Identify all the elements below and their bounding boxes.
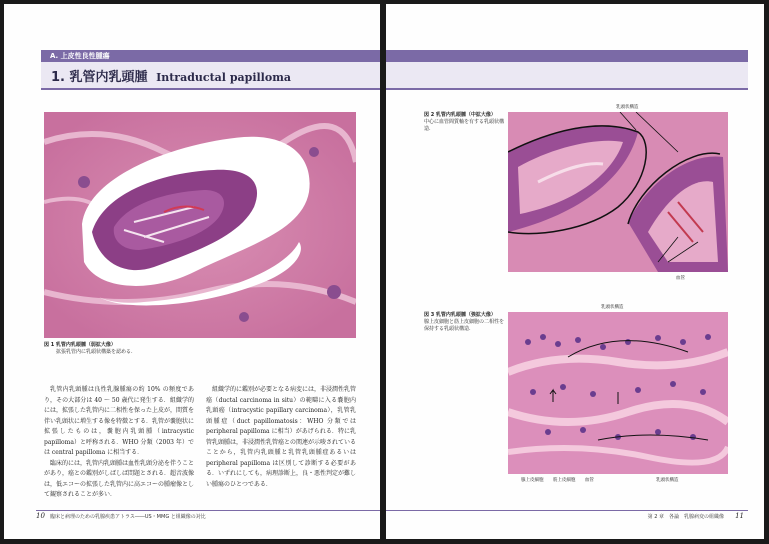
- section-band: [41, 50, 380, 62]
- figure-3-image: [508, 312, 728, 474]
- figure-3-title: 乳管内乳頭腫（強拡大像）: [435, 312, 496, 318]
- left-page: [4, 4, 380, 539]
- figure-1-caption: [44, 342, 356, 356]
- running-head-left: 臨床と病理のための乳腺疾患アトラス――US・MMG と組織像の対比: [50, 514, 206, 520]
- figure-2-caption: [424, 112, 506, 133]
- legend-myoepithelium: 筋上皮細胞: [552, 478, 576, 483]
- figure-3-legend: [521, 477, 594, 483]
- title-bar: [386, 62, 748, 90]
- legend-vessel: 血管: [584, 478, 594, 483]
- section-band: [386, 50, 748, 62]
- running-head-right: 第 2 章 各論 乳腺病変の組織像: [647, 514, 724, 520]
- figure-1-image: [44, 112, 356, 338]
- body-paragraph: 乳管内乳頭腫は良性乳腺腫瘍の約 10% の頻度であり，その大部分は 40 ～ 50 歳代に発生する．組織学的には，拡張した乳管内に二相性を保った上皮が，間質を伴い乳頭状に増生する像を特徴とする．乳管が嚢胞状に拡張したものは，嚢胞内乳頭腫（intracystic papilloma）と呼称される．WHO 分類（2003 年）では central papilloma に相当する．: [44, 386, 195, 456]
- figure-3-description: 腺上皮細胞と筋上皮細胞の二相性を保持する乳頭状構造.: [424, 319, 505, 332]
- body-column-left-1: [44, 385, 194, 501]
- figure-1-title: 乳管内乳頭腫（弱拡大像）: [55, 342, 116, 348]
- body-column-left-2: [206, 385, 356, 490]
- footer-rule: [386, 510, 748, 511]
- figure-2-image: [508, 112, 728, 272]
- figure-1-description: 拡張乳管内に乳頭状構築を認める.: [56, 349, 133, 355]
- figure-3-annotation-bottom: 乳頭状構造: [656, 478, 679, 483]
- figure-3-label: 図 3: [424, 312, 435, 318]
- title-number: 1.: [51, 70, 65, 85]
- body-paragraph: 組織学的に鑑別が必要となる病変には，非浸潤性乳管癌（ductal carcinoma in situ）の範疇に入る嚢胞内乳頭癌（intracystic papillary carcinoma），乳管乳頭腫症（duct papillomatosis：WHO 分類では peripheral papilloma に相当）があげられる．特に乳管乳頭腫は，非浸潤性乳管癌との関連が示唆されていることから，乳管内乳頭腫と乳管乳頭腫症あるいは peripheral papilloma は区別して診断する必要がある．いずれにしても，病理診断上，良・悪性判定が難しい腫瘍のひとつである．: [206, 386, 357, 488]
- body-paragraph: 臨床的には，乳管内乳頭腫は血性乳頭分泌を伴うことがあり，癌との鑑別がしばしば問題とされる．超音波像は，低エコーの拡張した乳管内に高エコーの腫瘤像として観察されることが多い．: [44, 459, 195, 498]
- figure-2-label: 図 2: [424, 112, 435, 118]
- figure-3-caption: [424, 312, 506, 333]
- figure-1-label: 図 1: [44, 342, 55, 348]
- legend-glandular-epithelium: 腺上皮細胞: [521, 478, 544, 483]
- section-label: A. 上皮性良性腫瘍: [50, 52, 110, 60]
- figure-3-annotation-top: 乳頭状構造: [601, 305, 624, 310]
- page-number-right: 11: [735, 512, 744, 520]
- page-title: [51, 66, 291, 85]
- title-bar: [41, 62, 380, 90]
- figure-2-title: 乳管内乳頭腫（中拡大像）: [435, 112, 496, 118]
- figure-2-annotation-bottom: 血管: [676, 276, 685, 281]
- page-number-left: 10: [36, 512, 45, 520]
- right-page: [386, 4, 764, 539]
- figure-2-annotation-top: 乳頭状構造: [616, 105, 639, 110]
- title-english: Intraductal papilloma: [156, 71, 291, 84]
- title-japanese: 乳管内乳頭腫: [69, 70, 148, 85]
- footer-rule: [36, 510, 380, 511]
- figure-2-description: 中心に血管間質軸を有する乳頭状構造.: [424, 119, 505, 132]
